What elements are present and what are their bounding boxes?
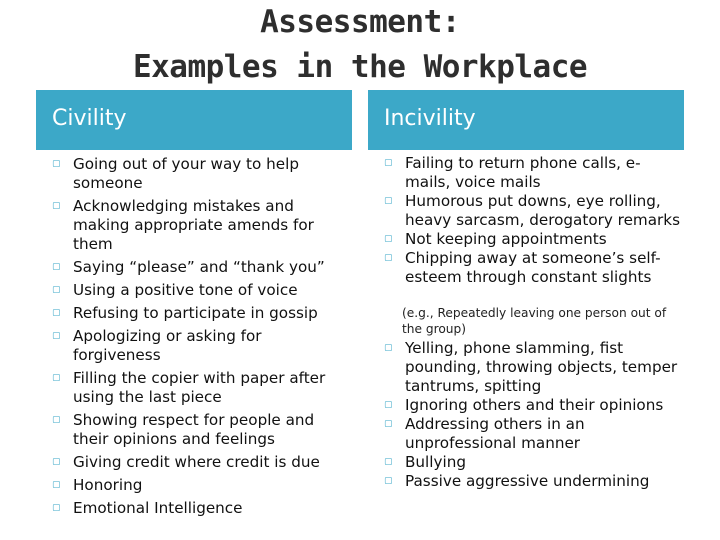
- list-item-text: Using a positive tone of voice: [73, 281, 298, 299]
- checkbox-bullet-icon: ▢: [52, 285, 61, 295]
- list-item: [52, 304, 352, 323]
- list-item-text: Giving credit where credit is due: [73, 453, 320, 471]
- list-item: [384, 230, 684, 249]
- checkbox-bullet-icon: ▢: [52, 331, 61, 341]
- checkbox-bullet-icon: ▢: [52, 480, 61, 490]
- list-item: [384, 339, 684, 396]
- civility-header: Civility: [36, 90, 352, 150]
- list-item-text: Apologizing or asking for forgiveness: [73, 327, 262, 364]
- list-item: [52, 499, 352, 518]
- civility-list: [52, 155, 352, 522]
- checkbox-bullet-icon: ▢: [384, 476, 393, 486]
- list-item-text: Filling the copier with paper after using the last piece: [73, 369, 326, 406]
- list-item: [52, 197, 352, 254]
- list-item: [52, 411, 352, 449]
- list-item-text: Bullying: [405, 453, 466, 471]
- list-item-text: Chipping away at someone’s self-esteem through constant slights: [405, 249, 661, 286]
- list-item: [52, 453, 352, 472]
- list-item: [384, 192, 684, 230]
- slide-title: [0, 0, 720, 90]
- checkbox-bullet-icon: ▢: [52, 159, 61, 169]
- checkbox-bullet-icon: ▢: [52, 262, 61, 272]
- checkbox-bullet-icon: ▢: [52, 308, 61, 318]
- checkbox-bullet-icon: ▢: [384, 196, 393, 206]
- list-item-text: Saying “please” and “thank you”: [73, 258, 325, 276]
- list-item: [52, 258, 352, 277]
- incivility-example-note: (e.g., Repeatedly leaving one person out of the group): [402, 306, 667, 336]
- list-item-text: Yelling, phone slamming, fist pounding, throwing objects, temper tantrums, spitting: [405, 339, 678, 395]
- list-item: [52, 327, 352, 365]
- slide-title-line-1: Assessment:: [260, 4, 460, 40]
- list-item-text: Acknowledging mistakes and making appropriate amends for them: [73, 197, 314, 253]
- list-item: [52, 281, 352, 300]
- checkbox-bullet-icon: ▢: [384, 419, 393, 429]
- list-item-text: Ignoring others and their opinions: [405, 396, 664, 414]
- list-item: [52, 155, 352, 193]
- list-item: [384, 472, 684, 491]
- list-item: [384, 453, 684, 472]
- checkbox-bullet-icon: ▢: [52, 373, 61, 383]
- list-item: [384, 415, 684, 453]
- list-item: [384, 249, 684, 287]
- checkbox-bullet-icon: ▢: [52, 201, 61, 211]
- checkbox-bullet-icon: ▢: [52, 457, 61, 467]
- list-item-text: Refusing to participate in gossip: [73, 304, 318, 322]
- checkbox-bullet-icon: ▢: [384, 253, 393, 263]
- list-item-text: Addressing others in an unprofessional manner: [405, 415, 585, 452]
- checkbox-bullet-icon: ▢: [52, 503, 61, 513]
- checkbox-bullet-icon: ▢: [52, 415, 61, 425]
- incivility-header: Incivility: [368, 90, 684, 150]
- list-item-text: Not keeping appointments: [405, 230, 607, 248]
- list-item: [52, 369, 352, 407]
- list-item: [384, 154, 684, 192]
- checkbox-bullet-icon: ▢: [384, 234, 393, 244]
- list-item-text: Passive aggressive undermining: [405, 472, 650, 490]
- checkbox-bullet-icon: ▢: [384, 400, 393, 410]
- list-item-text: Emotional Intelligence: [73, 499, 243, 517]
- list-item-text: Showing respect for people and their opinions and feelings: [73, 411, 315, 448]
- slide-title-line-2: Examples in the Workplace: [132, 49, 588, 85]
- list-item-text: Failing to return phone calls, e-mails, voice mails: [405, 154, 641, 191]
- list-item-text: Honoring: [73, 476, 143, 494]
- checkbox-bullet-icon: ▢: [384, 343, 393, 353]
- list-item-text: Going out of your way to help someone: [73, 155, 299, 192]
- list-item: [52, 476, 352, 495]
- checkbox-bullet-icon: ▢: [384, 158, 393, 168]
- list-item-text: Humorous put downs, eye rolling, heavy sarcasm, derogatory remarks: [405, 192, 680, 229]
- checkbox-bullet-icon: ▢: [384, 457, 393, 467]
- list-item: [384, 396, 684, 415]
